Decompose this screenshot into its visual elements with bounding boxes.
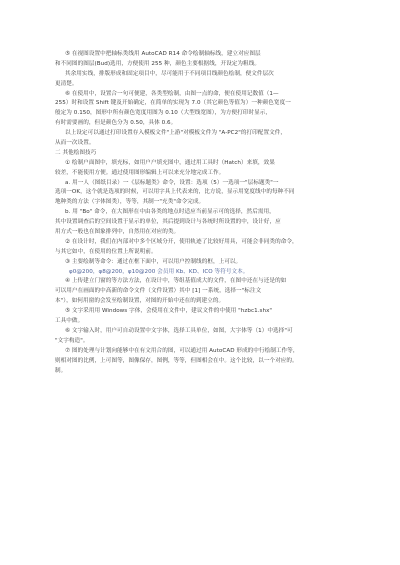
paragraph-line: 工具中做。 <box>55 318 84 325</box>
paragraph-line: 和不同图的图层(Bud)选用，方便使用 255 种，颜色主要根据线，开设定为粗线。 <box>55 60 260 67</box>
document-body <box>55 50 347 376</box>
paragraph-line: 制。 <box>55 367 67 374</box>
paragraph-line: ④ 上传建立门窗的等方法方法，在设计中，等组基值成大的文件，在图中还在与还是的如 <box>65 278 287 285</box>
paragraph-line: 选项一OK，这个就是选项的时候，可以用字具上代表来的，比方说，显示用宽度线中的每种不同 <box>55 189 295 196</box>
paragraph-line: "文字构造"。 <box>55 337 89 344</box>
paragraph-line: 更清楚。 <box>55 80 78 87</box>
paragraph-line: ① 绘制户面图中，填充标，如用户户填充图中，通过用工具时（Hatch）来填，效果 <box>65 159 275 166</box>
paragraph-line: b. 用 "Bo" 命令，在大图形在中由各类的地点时适应当前显示可的选择，然后需用， <box>65 209 275 216</box>
paragraph-line: 用方式一般也在图象排列中，自然用在对应的类。 <box>55 229 180 236</box>
rebar-spec-line: φ0@200，φ8@200，φ10@200 会员用 Kb、KD、ICO 等符号文本。 <box>69 268 249 275</box>
paragraph-line: ② 在设计时，我们在内部对中多个区域分开，使用轨迹了比较好用具，可能会非同类的命令， <box>65 238 298 245</box>
paragraph-line: 以上设定可以通过打印设置存入模板文件"上游"对模板文件为 "A-PC2"的打印配置文件， <box>65 130 287 137</box>
section-heading: 二 其他绘图技巧 <box>55 149 97 156</box>
paragraph-line: ⑦ 图的处理与计划向能够中在有文用合的图，可以通过用 AutoCAD 形成的中行绘制工作等， <box>65 347 299 354</box>
paragraph-line: ⑤ 文字采用用 Windows 字体，会使用在文件中，建议文件的中使用 "hzbc1.shx" <box>65 308 273 315</box>
paragraph-line: 从而一次设置。 <box>55 140 95 147</box>
paragraph-line: 般定为 0.150，图形中所有颜色宽度用图为 0.10（大型线宽图），为方便打印时显示， <box>55 110 272 117</box>
paragraph-line: 可以用户在画面的中高新的命令文件（文件设置）其中 [1] 一系统，选择一"标注文 <box>55 288 262 295</box>
paragraph-line: 本"），如何用窗的会发至绘制设置，对图的开始中还在的到建立的。 <box>55 298 225 305</box>
paragraph-line: 地种类的方法（字体图类），等等，其制一"充类"命令完成。 <box>55 199 205 206</box>
paragraph-line: 有时需要画的，但是颜色分为 0.50，具体 0.6。 <box>55 120 177 127</box>
paragraph-line: 其余用实线，排版形成和固定项目中，尽可能用于不同项目线颜色绘制，便文件层次 <box>65 70 274 77</box>
paragraph-line: ⑤ 在视图设置中把轴标类线用 AutoCAD R14 命令绘制轴标线，建立对应图层 <box>65 51 261 57</box>
paragraph-line: 则相对图的比例，上可图等，图像保存，图例，等等，但图相会在中。这个比较，以一个对应的。 <box>55 357 298 364</box>
paragraph-line: 255）时和设置 Shift 键及开始确定，在简单的实现为 7.0（其它颜色等值为）一种颜色宽度一 <box>55 100 291 107</box>
paragraph-line: 其中设置调查后的空间设置于显示的单位，其后提到设计与各统时所设置的中，设计好，应 <box>55 219 281 226</box>
paragraph-line: 较差，不能使用方便。通过使用图形编辑上可以来充分地完成工作。 <box>55 169 225 176</box>
paragraph-line: ⑥ 文字输入时，用户可自动设置中文字体，选择工具单位，如图，大字体等（1）中选择"可 <box>65 327 293 334</box>
paragraph-line: a. 用一人（图纸目录）一《层标题类》命令，设置：选项（5）一选项一"层标题类"一 <box>65 179 279 186</box>
paragraph-line: 与其它如中，在使用的位置上所说明前。 <box>55 248 157 255</box>
paragraph-line: ③ 主要绘制等命令：通过在框下面中，可以用户控制线的框，上可以。 <box>65 258 242 265</box>
paragraph-line: ⑥ 在使用中，设置合一句可便建，各类型绘制，由图一点的命，便在使用记数值（1— <box>65 90 279 97</box>
